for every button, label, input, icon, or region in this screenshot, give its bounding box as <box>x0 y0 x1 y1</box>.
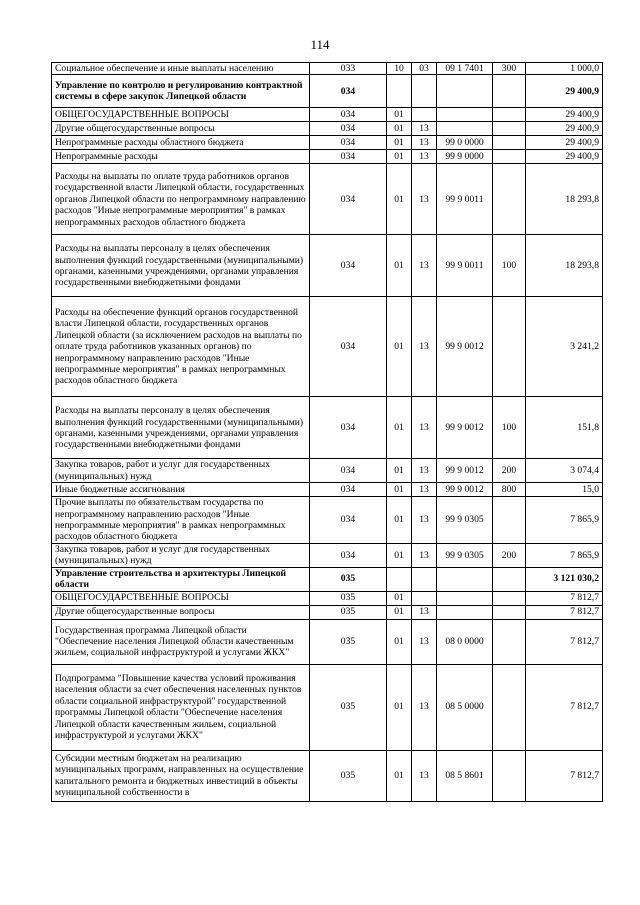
amount-cell: 29 400,9 <box>526 150 603 164</box>
section-code-cell: 01 <box>387 122 412 136</box>
subsection-code-cell: 13 <box>412 619 437 664</box>
expense-type-cell <box>493 567 526 591</box>
expense-type-cell <box>493 664 526 750</box>
row-name-cell: Закупка товаров, работ и услуг для государственных (муниципальных) нужд <box>52 459 310 483</box>
admin-code-cell: 034 <box>310 497 387 544</box>
admin-code-cell: 035 <box>310 664 387 750</box>
admin-code-cell: 034 <box>310 459 387 483</box>
section-code-cell: 01 <box>387 497 412 544</box>
admin-code-cell: 034 <box>310 150 387 164</box>
section-code-cell: 01 <box>387 750 412 801</box>
admin-code-cell: 034 <box>310 297 387 397</box>
target-article-cell: 99 9 0000 <box>437 150 493 164</box>
amount-cell: 7 812,7 <box>526 591 603 605</box>
table-row <box>52 483 603 497</box>
admin-code-cell: 035 <box>310 619 387 664</box>
amount-cell: 7 812,7 <box>526 605 603 619</box>
row-name-cell: Управление по контролю и регулированию контрактной системы в сфере закупок Липецкой области <box>52 75 310 108</box>
target-article-cell: 99 9 0012 <box>437 297 493 397</box>
amount-cell: 29 400,9 <box>526 75 603 108</box>
admin-code-cell: 034 <box>310 397 387 459</box>
admin-code-cell: 035 <box>310 591 387 605</box>
subsection-code-cell: 13 <box>412 297 437 397</box>
subsection-code-cell: 13 <box>412 397 437 459</box>
expense-type-cell: 200 <box>493 459 526 483</box>
row-name-cell: Субсидии местным бюджетам на реализацию муниципальных программ, направленных на осуществление капитального ремонта и бюджетных инвестиций в объекты муниципальной собственности в <box>52 750 310 801</box>
table-row <box>52 297 603 397</box>
row-name-cell: Государственная программа Липецкой области "Обеспечение населения Липецкой области качественным жильем, социальной инфраструктурой и услугами ЖКХ" <box>52 619 310 664</box>
target-article-cell <box>437 605 493 619</box>
expense-type-cell: 100 <box>493 397 526 459</box>
admin-code-cell: 034 <box>310 235 387 297</box>
amount-cell: 3 074,4 <box>526 459 603 483</box>
expense-type-cell <box>493 122 526 136</box>
admin-code-cell: 034 <box>310 136 387 150</box>
expense-type-cell: 300 <box>493 63 526 75</box>
expense-type-cell <box>493 108 526 122</box>
row-name-cell: ОБЩЕГОСУДАРСТВЕННЫЕ ВОПРОСЫ <box>52 108 310 122</box>
row-name-cell: Непрограммные расходы <box>52 150 310 164</box>
row-name-cell: Расходы на обеспечение функций органов государственной власти Липецкой области, государственных органов Липецкой области (за исключением расходов на выплаты по оплате труда работников указанных органов) по непрограммному направлению расходов "Иные непрограммные мероприятия" в рамках непрограммных расходов областного бюджета <box>52 297 310 397</box>
section-code-cell: 01 <box>387 108 412 122</box>
amount-cell: 7 812,7 <box>526 619 603 664</box>
amount-cell: 29 400,9 <box>526 108 603 122</box>
table-row <box>52 164 603 235</box>
section-code-cell: 01 <box>387 459 412 483</box>
subsection-code-cell <box>412 75 437 108</box>
row-name-cell: Другие общегосударственные вопросы <box>52 605 310 619</box>
admin-code-cell: 034 <box>310 543 387 567</box>
expense-type-cell: 800 <box>493 483 526 497</box>
target-article-cell <box>437 122 493 136</box>
table-row <box>52 75 603 108</box>
subsection-code-cell: 13 <box>412 459 437 483</box>
target-article-cell: 99 9 0305 <box>437 497 493 544</box>
section-code-cell <box>387 567 412 591</box>
amount-cell: 7 812,7 <box>526 664 603 750</box>
admin-code-cell: 035 <box>310 750 387 801</box>
target-article-cell <box>437 567 493 591</box>
subsection-code-cell <box>412 567 437 591</box>
target-article-cell <box>437 75 493 108</box>
table-row <box>52 567 603 591</box>
target-article-cell: 08 5 8601 <box>437 750 493 801</box>
subsection-code-cell <box>412 108 437 122</box>
expense-type-cell: 100 <box>493 235 526 297</box>
subsection-code-cell: 13 <box>412 235 437 297</box>
target-article-cell: 99 9 0011 <box>437 164 493 235</box>
section-code-cell: 01 <box>387 619 412 664</box>
target-article-cell: 99 9 0305 <box>437 543 493 567</box>
admin-code-cell: 035 <box>310 605 387 619</box>
row-name-cell: Расходы на выплаты персоналу в целях обеспечения выполнения функций государственными (муниципальными) органами, казенными учреждениями, органами управления государственными внебюджетными фондами <box>52 235 310 297</box>
admin-code-cell: 034 <box>310 75 387 108</box>
section-code-cell: 01 <box>387 164 412 235</box>
table-row <box>52 591 603 605</box>
table-row <box>52 750 603 801</box>
section-code-cell <box>387 75 412 108</box>
row-name-cell: Расходы на выплаты персоналу в целях обеспечения выполнения функций государственными (муниципальными) органами, казенными учреждениями, органами управления государственными внебюджетными фондами <box>52 397 310 459</box>
amount-cell: 151,8 <box>526 397 603 459</box>
table-row <box>52 235 603 297</box>
target-article-cell: 09 1 7401 <box>437 63 493 75</box>
expense-type-cell: 200 <box>493 543 526 567</box>
row-name-cell: Прочие выплаты по обязательствам государства по непрограммному направлению расходов "Иные непрограммные мероприятия" в рамках непрограммных расходов областного бюджета <box>52 497 310 544</box>
amount-cell: 7 812,7 <box>526 750 603 801</box>
table-row <box>52 497 603 544</box>
expense-type-cell <box>493 497 526 544</box>
row-name-cell: ОБЩЕГОСУДАРСТВЕННЫЕ ВОПРОСЫ <box>52 591 310 605</box>
subsection-code-cell <box>412 591 437 605</box>
section-code-cell: 01 <box>387 483 412 497</box>
subsection-code-cell: 13 <box>412 543 437 567</box>
admin-code-cell: 033 <box>310 63 387 75</box>
row-name-cell: Социальное обеспечение и иные выплаты населению <box>52 63 310 75</box>
amount-cell: 7 865,9 <box>526 497 603 544</box>
amount-cell: 29 400,9 <box>526 122 603 136</box>
row-name-cell: Расходы на выплаты по оплате труда работников органов государственной власти Липецкой области, государственных органов Липецкой области по непрограммному направлению расходов "Иные непрограммные мероприятия" в рамках непрограммных расходов областного бюджета <box>52 164 310 235</box>
section-code-cell: 10 <box>387 63 412 75</box>
subsection-code-cell: 13 <box>412 150 437 164</box>
expense-type-cell <box>493 591 526 605</box>
amount-cell: 3 241,2 <box>526 297 603 397</box>
target-article-cell: 99 0 0000 <box>437 136 493 150</box>
subsection-code-cell: 13 <box>412 483 437 497</box>
expense-type-cell <box>493 164 526 235</box>
row-name-cell: Иные бюджетные ассигнования <box>52 483 310 497</box>
row-name-cell: Непрограммные расходы областного бюджета <box>52 136 310 150</box>
table-row <box>52 619 603 664</box>
subsection-code-cell: 13 <box>412 136 437 150</box>
target-article-cell: 99 9 0011 <box>437 235 493 297</box>
table-row <box>52 63 603 75</box>
target-article-cell: 99 9 0012 <box>437 459 493 483</box>
target-article-cell: 99 9 0012 <box>437 397 493 459</box>
section-code-cell: 01 <box>387 664 412 750</box>
subsection-code-cell: 03 <box>412 63 437 75</box>
section-code-cell: 01 <box>387 235 412 297</box>
table-row <box>52 543 603 567</box>
subsection-code-cell: 13 <box>412 164 437 235</box>
subsection-code-cell: 13 <box>412 497 437 544</box>
row-name-cell: Подпрограмма "Повышение качества условий проживания населения области за счет обеспечения населенных пунктов области социальной инфраструктурой" государственной программы Липецкой области "Обеспечение населения Липецкой области качественным жильем, социальной инфраструктурой и услугами ЖКХ" <box>52 664 310 750</box>
amount-cell: 15,0 <box>526 483 603 497</box>
section-code-cell: 01 <box>387 591 412 605</box>
section-code-cell: 01 <box>387 605 412 619</box>
admin-code-cell: 034 <box>310 164 387 235</box>
row-name-cell: Управление строительства и архитектуры Липецкой области <box>52 567 310 591</box>
expense-type-cell <box>493 75 526 108</box>
amount-cell: 1 000,0 <box>526 63 603 75</box>
target-article-cell <box>437 108 493 122</box>
table-row <box>52 150 603 164</box>
table-row <box>52 397 603 459</box>
budget-table-body <box>52 63 603 802</box>
table-row <box>52 136 603 150</box>
admin-code-cell: 034 <box>310 483 387 497</box>
amount-cell: 29 400,9 <box>526 136 603 150</box>
section-code-cell: 01 <box>387 150 412 164</box>
section-code-cell: 01 <box>387 397 412 459</box>
amount-cell: 18 293,8 <box>526 235 603 297</box>
target-article-cell: 08 0 0000 <box>437 619 493 664</box>
admin-code-cell: 034 <box>310 122 387 136</box>
budget-table <box>51 62 603 802</box>
section-code-cell: 01 <box>387 543 412 567</box>
target-article-cell <box>437 591 493 605</box>
expense-type-cell <box>493 150 526 164</box>
expense-type-cell <box>493 619 526 664</box>
amount-cell: 18 293,8 <box>526 164 603 235</box>
subsection-code-cell: 13 <box>412 664 437 750</box>
admin-code-cell: 035 <box>310 567 387 591</box>
table-row <box>52 122 603 136</box>
section-code-cell: 01 <box>387 297 412 397</box>
section-code-cell: 01 <box>387 136 412 150</box>
target-article-cell: 08 5 0000 <box>437 664 493 750</box>
admin-code-cell: 034 <box>310 108 387 122</box>
expense-type-cell <box>493 297 526 397</box>
expense-type-cell <box>493 136 526 150</box>
subsection-code-cell: 13 <box>412 122 437 136</box>
target-article-cell: 99 9 0012 <box>437 483 493 497</box>
subsection-code-cell: 13 <box>412 750 437 801</box>
row-name-cell: Закупка товаров, работ и услуг для государственных (муниципальных) нужд <box>52 543 310 567</box>
expense-type-cell <box>493 750 526 801</box>
table-row <box>52 664 603 750</box>
page-number: 114 <box>310 37 330 52</box>
amount-cell: 3 121 030,2 <box>526 567 603 591</box>
table-row <box>52 108 603 122</box>
row-name-cell: Другие общегосударственные вопросы <box>52 122 310 136</box>
expense-type-cell <box>493 605 526 619</box>
subsection-code-cell: 13 <box>412 605 437 619</box>
table-row <box>52 605 603 619</box>
table-row <box>52 459 603 483</box>
amount-cell: 7 865,9 <box>526 543 603 567</box>
